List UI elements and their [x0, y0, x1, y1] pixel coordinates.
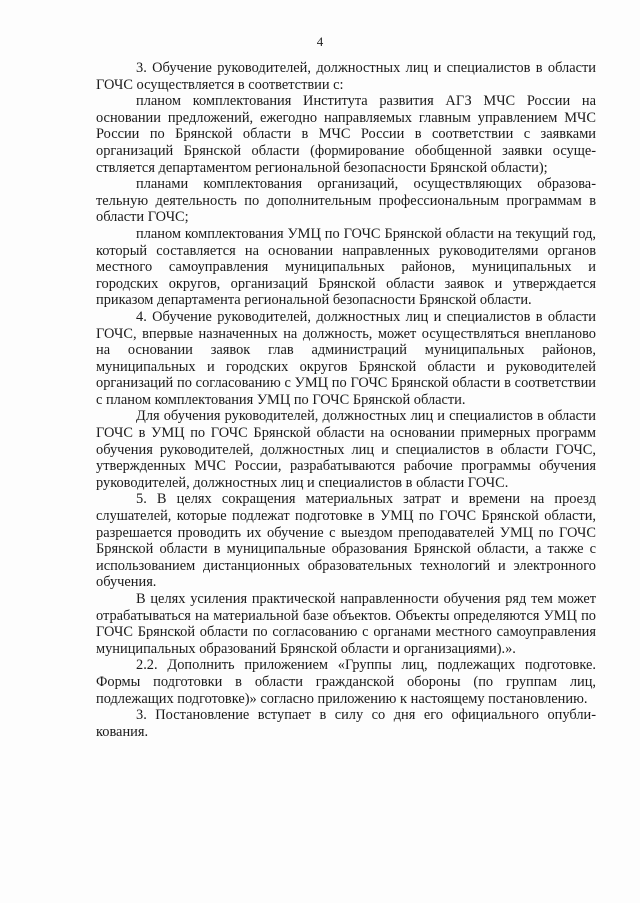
paragraph-item-5: 5. В целях сокращения материальных затрат и времени на проезд слушателей, которые подлежат подготовке в УМЦ по ГОЧС Брянской области, разрешается проводить их обучение с выездом преподавателей УМЦ по ГОЧС Брянской области в муниципальные образования Брянской области, а также с использованием дистанционных образовательных технологий и электронного обучения.: [96, 491, 596, 591]
paragraph-training-programs: Для обучения руководителей, должностных лиц и специалистов в области ГОЧС в УМЦ по ГОЧС Брянской области на основании примерных программ обучения руководителей, должностных лиц и специалистов в области ГОЧС, утвержденных МЧС России, разрабатываются рабочие программы обучения руководителей, должностных лиц и специалистов в области ГОЧС.: [96, 408, 596, 491]
document-body: [96, 60, 596, 740]
paragraph-item-3: 3. Обучение руководителей, должностных лиц и специалистов в области ГОЧС осуществляется в соответствии с:: [96, 60, 596, 93]
paragraph-practical-training: В целях усиления практической направленности обучения ряд тем может отрабатываться на материальной базе объектов. Объекты определяются УМЦ по ГОЧС Брянской области по согласованию с органами местного самоуправления муниципальных образований Брянской области и организациями).».: [96, 591, 596, 657]
paragraph-agz-plan: планом комплектования Института развития АГЗ МЧС России на основании предложений, ежегодно направляемых главным управлением МЧС России по Брянской области в МЧС России в соответствии с заявками организаций Брянской области (формирование обобщенной заявки осуществляется департаментом региональной безопасности Брянской области);: [96, 93, 596, 176]
paragraph-organizations-plans: планами комплектования организаций, осуществляющих образовательную деятельность по дополнительным профессиональным программам в области ГОЧС;: [96, 176, 596, 226]
paragraph-item-2-2: 2.2. Дополнить приложением «Группы лиц, подлежащих подготовке. Формы подготовки в области гражданской обороны (по группам лиц, подлежащих подготовке)» согласно приложению к настоящему постановлению.: [96, 657, 596, 707]
paragraph-effective-date: 3. Постановление вступает в силу со дня его официального опубликования.: [96, 707, 596, 740]
paragraph-item-4: 4. Обучение руководителей, должностных лиц и специалистов в области ГОЧС, впервые назначенных на должность, может осуществляться внепланово на основании заявок глав администраций муниципальных районов, муниципальных и городских округов Брянской области и руководителей организаций по согласованию с УМЦ по ГОЧС Брянской области в соответствии с планом комплектования УМЦ по ГОЧС Брянской области.: [96, 308, 596, 408]
page-number: 4: [316, 34, 324, 49]
paragraph-umc-plan: планом комплектования УМЦ по ГОЧС Брянской области на текущий год, который составляется на основании направленных руководителями органов местного самоуправления муниципальных районов, муниципальных и городских округов, организаций Брянской области заявок и утверждается приказом департамента региональной безопасности Брянской области.: [96, 225, 596, 309]
